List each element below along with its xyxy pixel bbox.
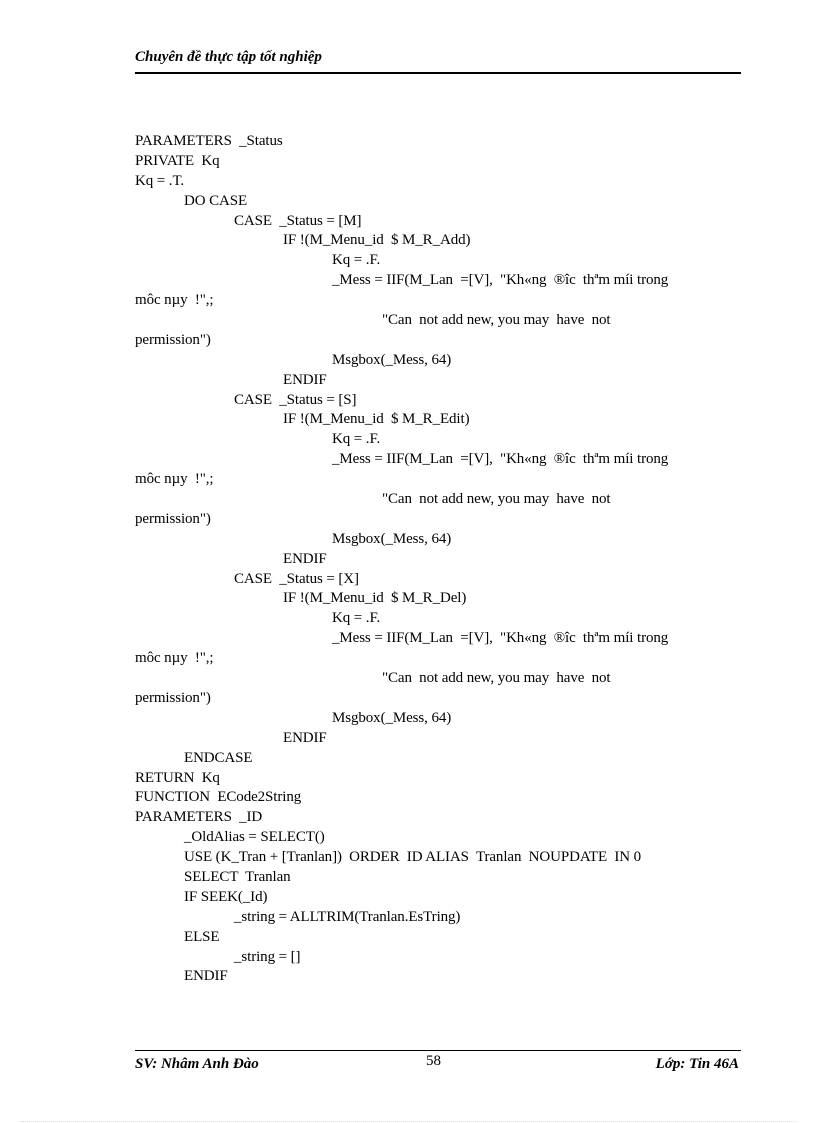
page-edge-divider <box>20 1121 796 1122</box>
code-line: Kq = .F. <box>332 252 381 269</box>
code-line: SELECT Tranlan <box>184 868 291 885</box>
code-line: ENDCASE <box>184 749 253 766</box>
code-line: CASE _Status = [X] <box>234 570 359 587</box>
code-line: _Mess = IIF(M_Lan =[V], "Kh«ng ®îc thªm míi trong <box>332 272 669 289</box>
code-line: "Can not add new, you may have not <box>382 312 611 329</box>
code-line: Msgbox(_Mess, 64) <box>332 530 452 547</box>
code-line: permission") <box>135 331 211 348</box>
code-line: _string = [] <box>234 948 301 965</box>
code-line: ENDIF <box>283 371 327 388</box>
code-line: Msgbox(_Mess, 64) <box>332 709 452 726</box>
code-line: môc nµy !",; <box>135 471 214 488</box>
footer-class-label: Lớp: Tin 46A <box>655 1056 739 1072</box>
code-line: CASE _Status = [S] <box>234 391 357 408</box>
footer-student-name: SV: Nhâm Anh Đào <box>135 1056 259 1072</box>
code-line: Msgbox(_Mess, 64) <box>332 351 452 368</box>
code-line: _string = ALLTRIM(Tranlan.EsTring) <box>234 908 461 925</box>
code-line: "Can not add new, you may have not <box>382 670 611 687</box>
page-header <box>135 48 741 74</box>
code-line: permission") <box>135 510 211 527</box>
code-line: ENDIF <box>184 968 228 985</box>
code-line: RETURN Kq <box>135 769 220 786</box>
code-line: Kq = .F. <box>332 431 381 448</box>
code-line: IF SEEK(_Id) <box>184 888 268 905</box>
code-line: "Can not add new, you may have not <box>382 491 611 508</box>
code-line: _Mess = IIF(M_Lan =[V], "Kh«ng ®îc thªm míi trong <box>332 451 669 468</box>
code-line: IF !(M_Menu_id $ M_R_Edit) <box>283 411 470 428</box>
code-listing <box>135 132 735 987</box>
code-line: IF !(M_Menu_id $ M_R_Del) <box>283 590 467 607</box>
code-line: ENDIF <box>283 729 327 746</box>
code-line: permission") <box>135 689 211 706</box>
code-line: ELSE <box>184 928 220 945</box>
code-line: DO CASE <box>184 192 248 209</box>
code-line: Kq = .T. <box>135 172 185 189</box>
page-footer <box>135 1050 741 1077</box>
code-line: PRIVATE Kq <box>135 152 220 169</box>
code-line: USE (K_Tran + [Tranlan]) ORDER ID ALIAS Tranlan NOUPDATE IN 0 <box>184 849 642 866</box>
code-line: Kq = .F. <box>332 610 381 627</box>
code-line: CASE _Status = [M] <box>234 212 362 229</box>
header-title: Chuyên đề thực tập tốt nghiệp <box>135 49 322 65</box>
code-line: _OldAlias = SELECT() <box>184 829 325 846</box>
code-line: môc nµy !",; <box>135 650 214 667</box>
code-line: môc nµy !",; <box>135 292 214 309</box>
code-line: PARAMETERS _Status <box>135 133 283 149</box>
code-line: IF !(M_Menu_id $ M_R_Add) <box>283 232 471 249</box>
footer-page-number: 58 <box>426 1053 441 1069</box>
code-line: PARAMETERS _ID <box>135 809 263 826</box>
code-line: FUNCTION ECode2String <box>135 789 302 806</box>
code-line: ENDIF <box>283 550 327 567</box>
code-line: _Mess = IIF(M_Lan =[V], "Kh«ng ®îc thªm míi trong <box>332 630 669 647</box>
